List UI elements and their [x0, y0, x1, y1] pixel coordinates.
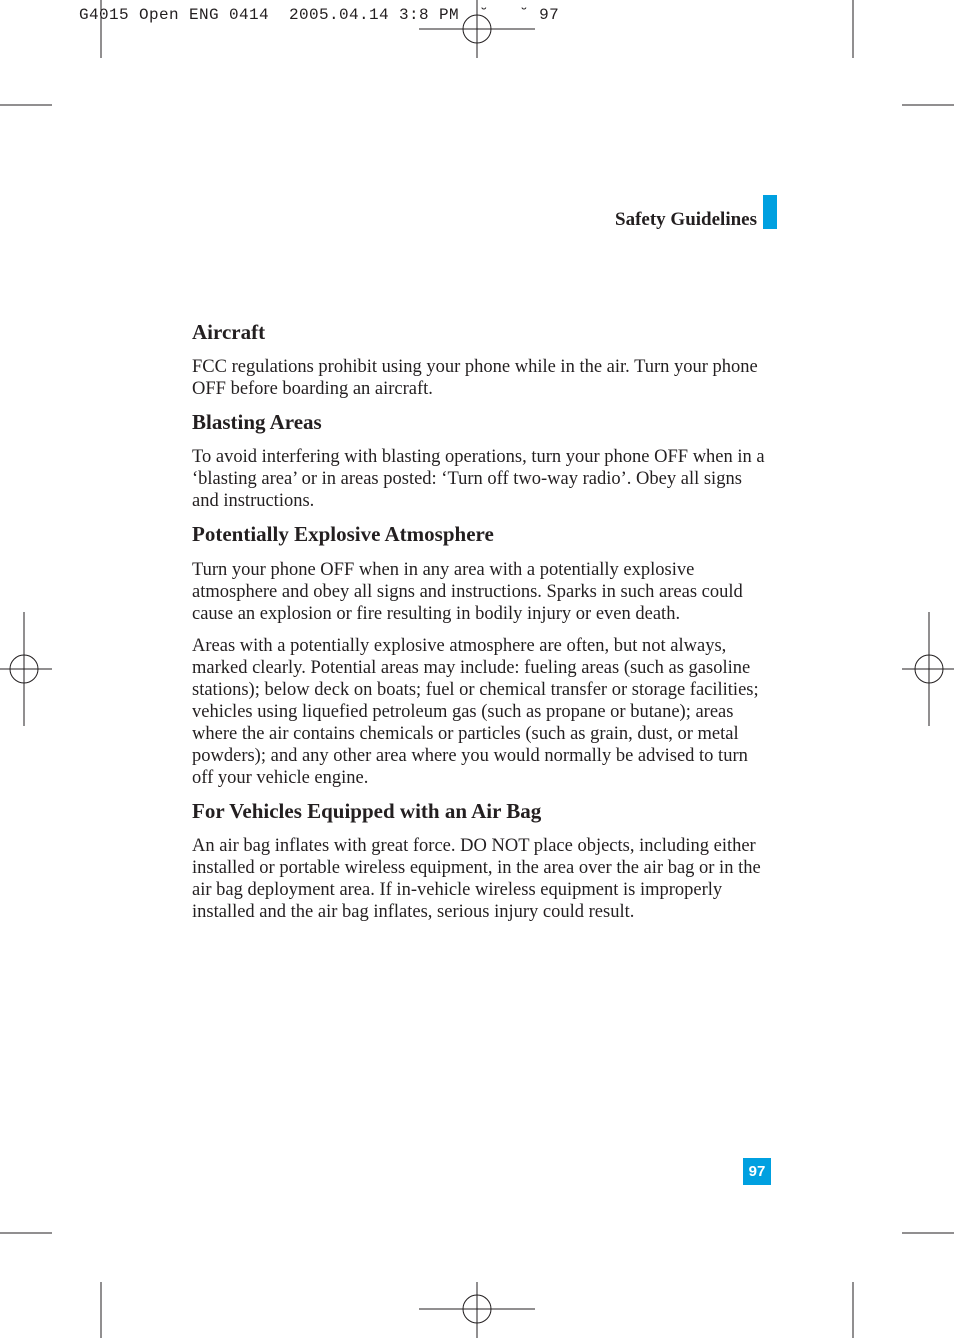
section-heading: For Vehicles Equipped with an Air Bag	[192, 798, 542, 823]
running-header-title: Safety Guidelines	[615, 209, 757, 230]
section-paragraph: Areas with a potentially explosive atmosphere are often, but not always, marked clearly. Potential areas may include: fueling areas (such as gasoline stations); below deck on boats; fuel or chemical transfer or storage facilities; vehicles using liquefied petroleum gas (such as propane or butane); areas where the air contains chemicals or particles (such as grain, dust, or metal powders); and any other area where you would normally be advised to turn off your vehicle engine.	[192, 635, 759, 788]
section-blasting-areas	[192, 410, 772, 512]
section-air-bag	[192, 799, 772, 923]
section-paragraph: FCC regulations prohibit using your phone while in the air. Turn your phone OFF before boarding an aircraft.	[192, 357, 758, 400]
section-heading: Aircraft	[192, 320, 266, 344]
page-number-badge: 97	[743, 1158, 771, 1185]
section-heading: Blasting Areas	[192, 410, 322, 435]
section-paragraph: Turn your phone OFF when in any area with a potentially explosive atmosphere and obey all signs and instructions. Sparks in such areas could cause an explosion or fire resulting in bodily injury or even death.	[192, 559, 743, 624]
main-content	[192, 320, 772, 933]
section-tab-marker	[763, 195, 777, 229]
section-paragraph: An air bag inflates with great force. DO NOT place objects, including either installed or portable wireless equipment, in the area over the air bag or in the air bag deployment area. If in-vehicle wireless equipment is improperly installed and the air bag inflates, serious injury could result.	[192, 835, 761, 922]
print-slug: G4015 Open ENG 0414 2005.04.14 3:8 PM ˘ ˘ 97	[79, 6, 560, 24]
section-paragraph: To avoid interfering with blasting operations, turn your phone OFF when in a ‘blasting area’ or in areas posted: ‘Turn off two-way radio’. Obey all signs and instructions.	[192, 447, 765, 512]
section-heading: Potentially Explosive Atmosphere	[192, 522, 494, 547]
section-aircraft	[192, 320, 772, 400]
section-explosive-atmosphere	[192, 522, 772, 788]
